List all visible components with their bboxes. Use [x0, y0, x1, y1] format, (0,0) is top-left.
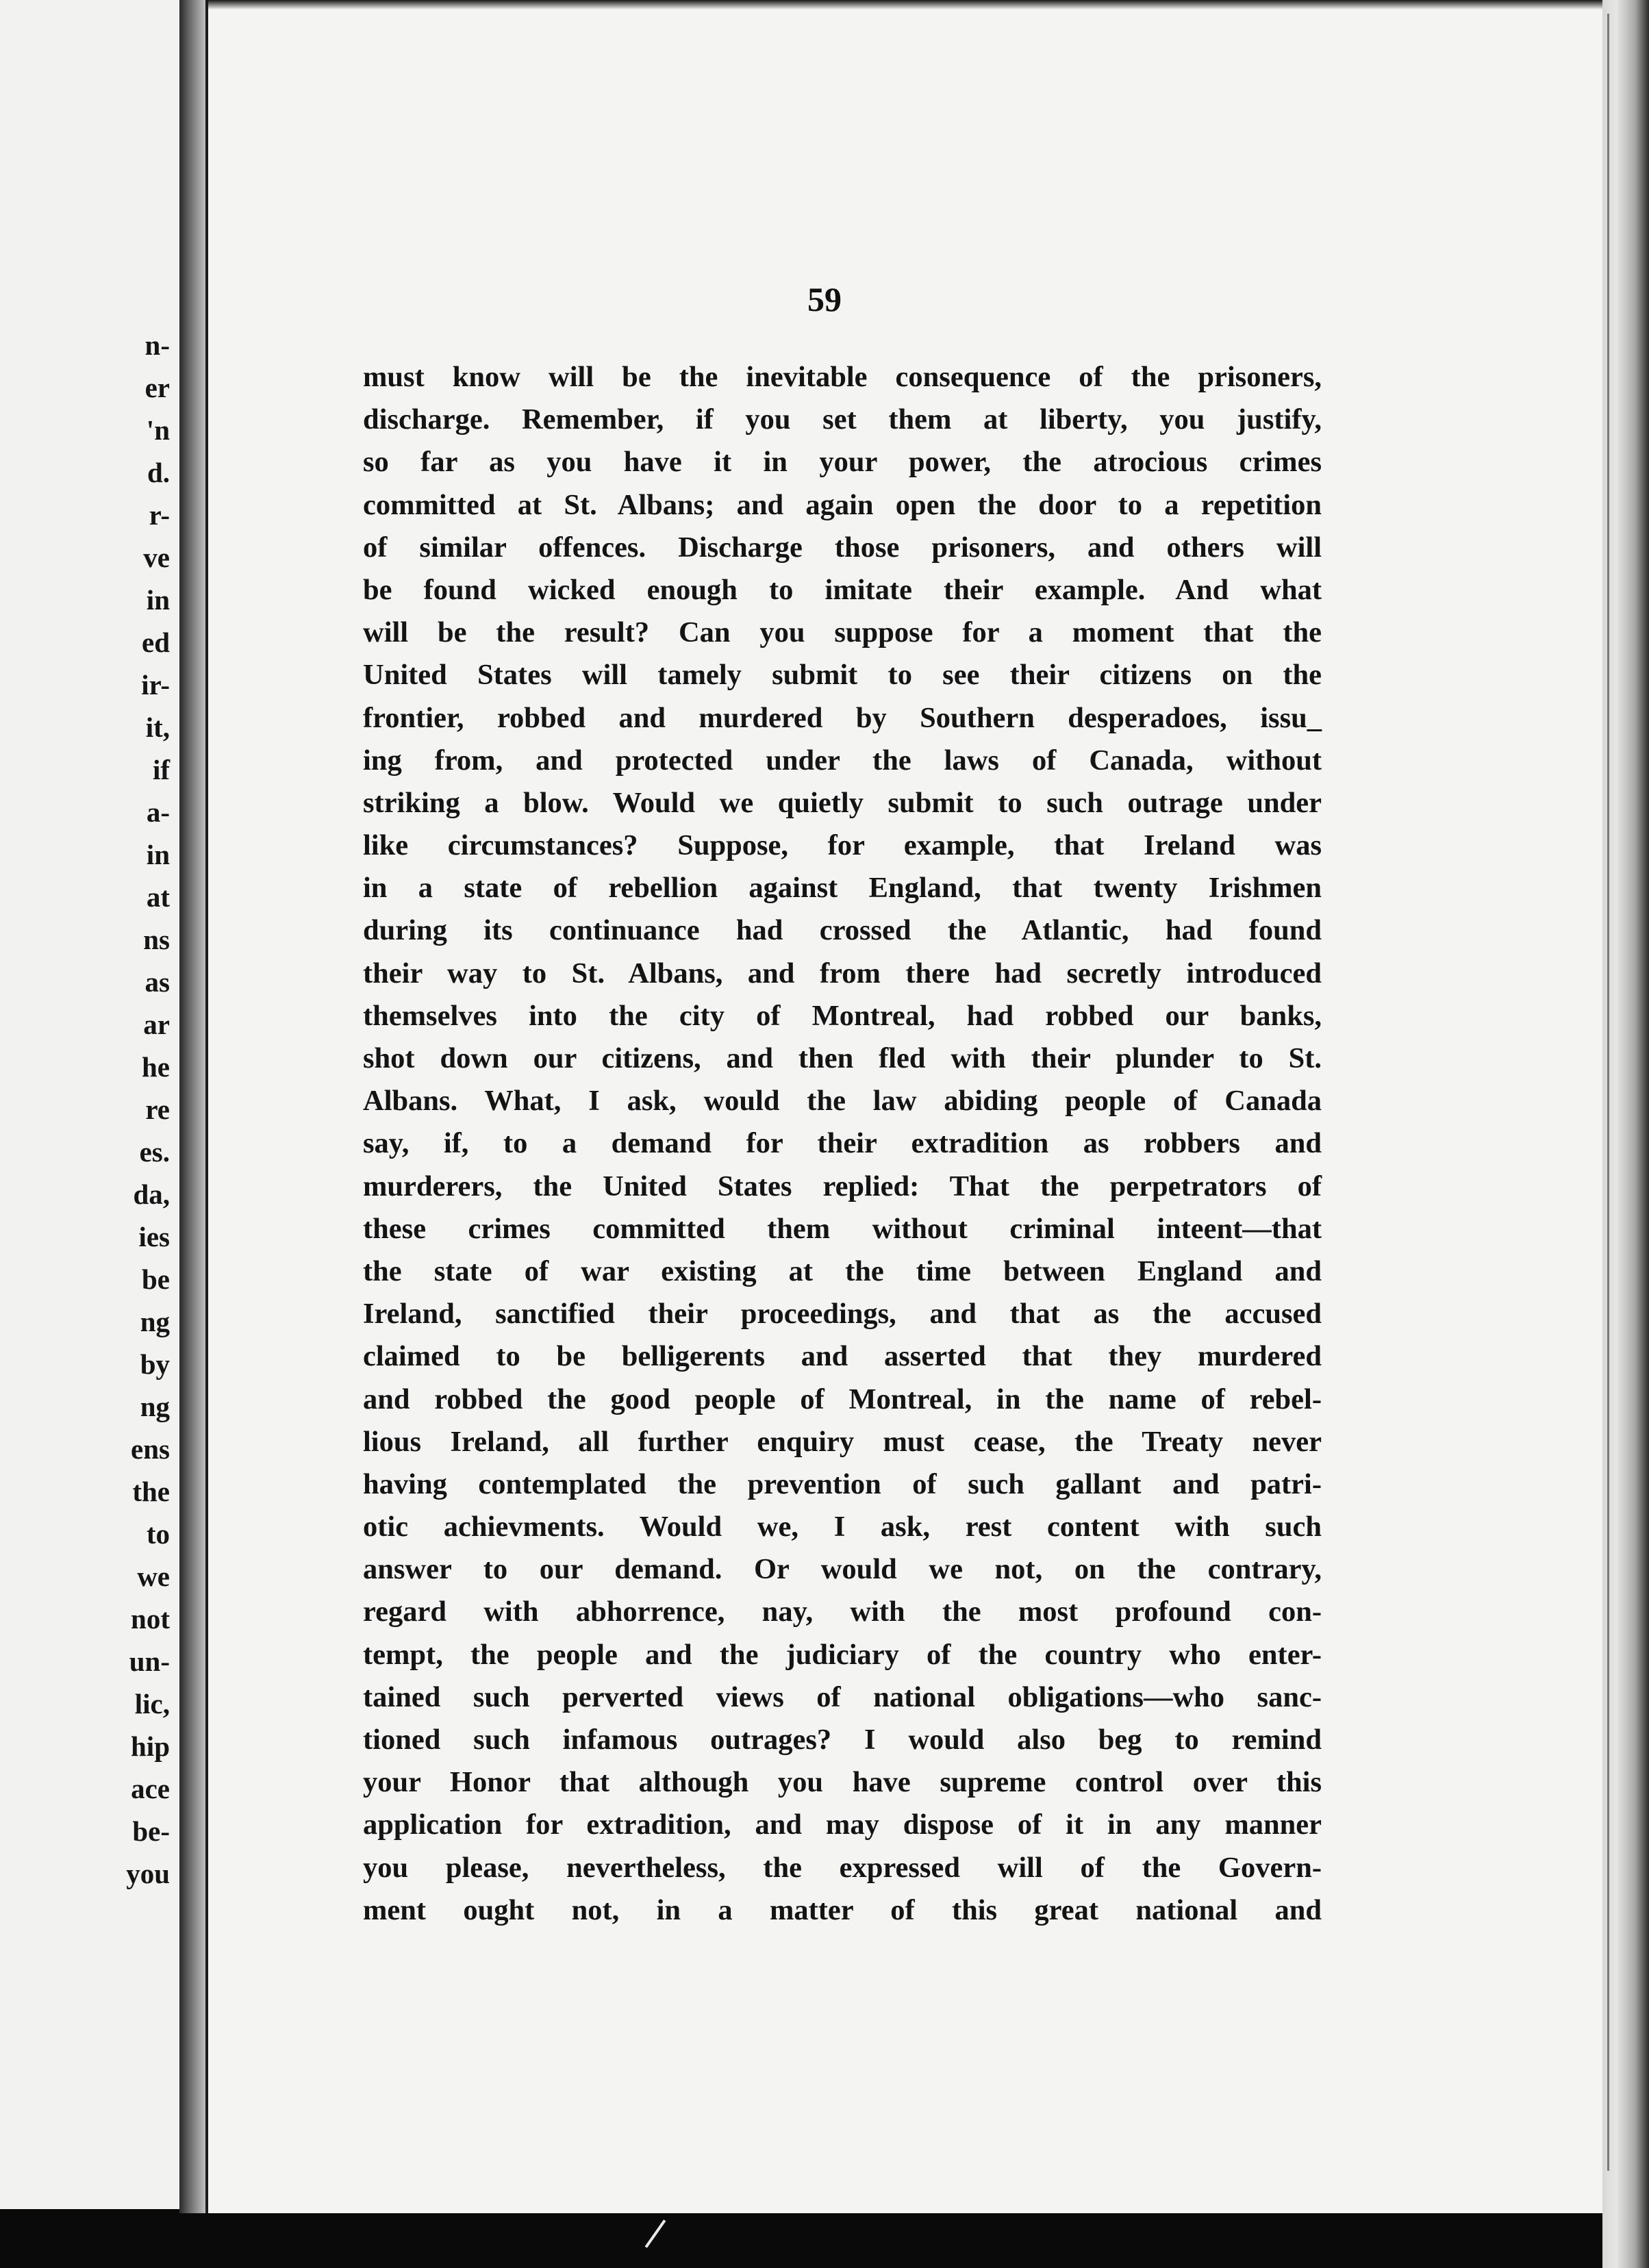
- facing-page-fragment: lic,: [134, 1688, 170, 1719]
- facing-page-fragment: 'n: [146, 414, 170, 446]
- text-line: claimed to be belligerents and asserted that they murdered: [363, 1340, 1322, 1373]
- facing-page-fragment: ng: [140, 1306, 170, 1337]
- text-line: Albans. What, I ask, would the law abiding people of Canada: [363, 1085, 1322, 1118]
- page-number: 59: [807, 280, 842, 318]
- facing-page-fragment: he: [142, 1051, 170, 1083]
- text-line: you please, nevertheless, the expressed will of the Govern-: [363, 1851, 1322, 1884]
- text-line: United States will tamely submit to see their citizens on the: [363, 659, 1322, 692]
- facing-page-fragment: be-: [132, 1815, 170, 1847]
- text-line: their way to St. Albans, and from there had secretly introduced: [363, 957, 1322, 990]
- facing-page-fragment: ed: [142, 627, 170, 658]
- text-line: murderers, the United States replied: That the perpetrators of: [363, 1170, 1322, 1202]
- facing-page-fragment: er: [144, 372, 170, 403]
- facing-page-fragment: ies: [138, 1221, 170, 1252]
- facing-page-fragment: we: [137, 1561, 170, 1592]
- text-line: the state of war existing at the time between England and: [363, 1255, 1322, 1287]
- text-line: tempt, the people and the judiciary of the country who enter-: [363, 1638, 1322, 1671]
- text-line: Ireland, sanctified their proceedings, and that as the accused: [363, 1298, 1322, 1331]
- text-line: and robbed the good people of Montreal, in the name of rebel-: [363, 1383, 1322, 1415]
- facing-page-fragment: da,: [133, 1179, 170, 1210]
- page-edge-line: [1607, 14, 1609, 2171]
- text-line: be found wicked enough to imitate their example. And what: [363, 573, 1322, 606]
- text-line: having contemplated the prevention of such gallant and patri-: [363, 1467, 1322, 1500]
- facing-page-fragment: be: [142, 1263, 170, 1295]
- text-line: these crimes committed them without criminal inteent—that: [363, 1212, 1322, 1245]
- text-line: shot down our citizens, and then fled with their plunder to St.: [363, 1042, 1322, 1074]
- text-line: answer to our demand. Or would we not, on the contrary,: [363, 1553, 1322, 1586]
- facing-page-fragment: un-: [129, 1646, 170, 1677]
- facing-page-fragment: as: [144, 966, 170, 998]
- facing-page-fragment: a-: [146, 796, 170, 828]
- text-line: regard with abhorrence, nay, with the most profound con-: [363, 1596, 1322, 1628]
- facing-page-fragment: you: [126, 1858, 170, 1889]
- text-line: say, if, to a demand for their extradition as robbers and: [363, 1127, 1322, 1160]
- text-line: frontier, robbed and murdered by Southern desperadoes, issu_: [363, 701, 1322, 734]
- facing-page: [0, 0, 188, 2209]
- text-line: striking a blow. Would we quietly submit to such outrage under: [363, 786, 1322, 819]
- facing-page-fragment: ir-: [141, 669, 170, 701]
- facing-page-fragment: the: [132, 1476, 170, 1507]
- text-line: must know will be the inevitable consequence of the prisoners,: [363, 361, 1322, 393]
- facing-page-fragment: in: [146, 584, 170, 616]
- text-line: like circumstances? Suppose, for example, that Ireland was: [363, 829, 1322, 862]
- facing-page-fragment: not: [131, 1603, 170, 1635]
- facing-page-fragment: if: [152, 754, 170, 785]
- text-line: lious Ireland, all further enquiry must cease, the Treaty never: [363, 1425, 1322, 1458]
- facing-page-fragment: to: [146, 1518, 170, 1550]
- text-line: tioned such infamous outrages? I would also beg to remind: [363, 1724, 1322, 1756]
- facing-page-fragment: hip: [131, 1730, 170, 1762]
- facing-page-fragment: in: [146, 839, 170, 870]
- facing-page-fragment: ng: [140, 1391, 170, 1422]
- facing-page-fragment: ve: [143, 542, 170, 573]
- text-line: otic achievments. Would we, I ask, rest content with such: [363, 1511, 1322, 1544]
- text-line: ment ought not, in a matter of this great national and: [363, 1893, 1322, 1926]
- text-line: discharge. Remember, if you set them at liberty, you justify,: [363, 403, 1322, 436]
- facing-page-fragment: by: [140, 1348, 170, 1380]
- facing-page-fragment: n-: [144, 329, 170, 361]
- facing-page-fragment: d.: [147, 457, 170, 488]
- text-line: during its continuance had crossed the Atlantic, had found: [363, 914, 1322, 947]
- text-line: your Honor that although you have supreme control over this: [363, 1766, 1322, 1799]
- text-line: ing from, and protected under the laws of Canada, without: [363, 744, 1322, 777]
- text-line: of similar offences. Discharge those prisoners, and others will: [363, 531, 1322, 564]
- text-line: so far as you have it in your power, the atrocious crimes: [363, 446, 1322, 479]
- facing-page-fragment: r-: [149, 499, 170, 531]
- text-line: will be the result? Can you suppose for a moment that the: [363, 616, 1322, 649]
- facing-page-fragment: ens: [131, 1433, 170, 1465]
- page-right-edge: [1602, 0, 1649, 2268]
- facing-page-fragment: at: [146, 881, 170, 913]
- facing-page-fragment: re: [145, 1094, 170, 1125]
- text-line: application for extradition, and may dispose of it in any manner: [363, 1809, 1322, 1841]
- facing-page-fragment: ns: [143, 924, 170, 955]
- text-line: in a state of rebellion against England, that twenty Irishmen: [363, 872, 1322, 905]
- text-line: committed at St. Albans; and again open the door to a repetition: [363, 488, 1322, 521]
- body-text: [363, 356, 1322, 1932]
- facing-page-fragment: es.: [139, 1136, 170, 1168]
- top-edge-shadow: [205, 0, 1609, 10]
- facing-page-fragment: ace: [131, 1773, 170, 1804]
- text-line: tained such perverted views of national obligations—who sanc-: [363, 1680, 1322, 1713]
- text-line: themselves into the city of Montreal, had robbed our banks,: [363, 999, 1322, 1032]
- facing-page-fragment: it,: [145, 711, 170, 743]
- facing-page-fragment: ar: [143, 1009, 170, 1040]
